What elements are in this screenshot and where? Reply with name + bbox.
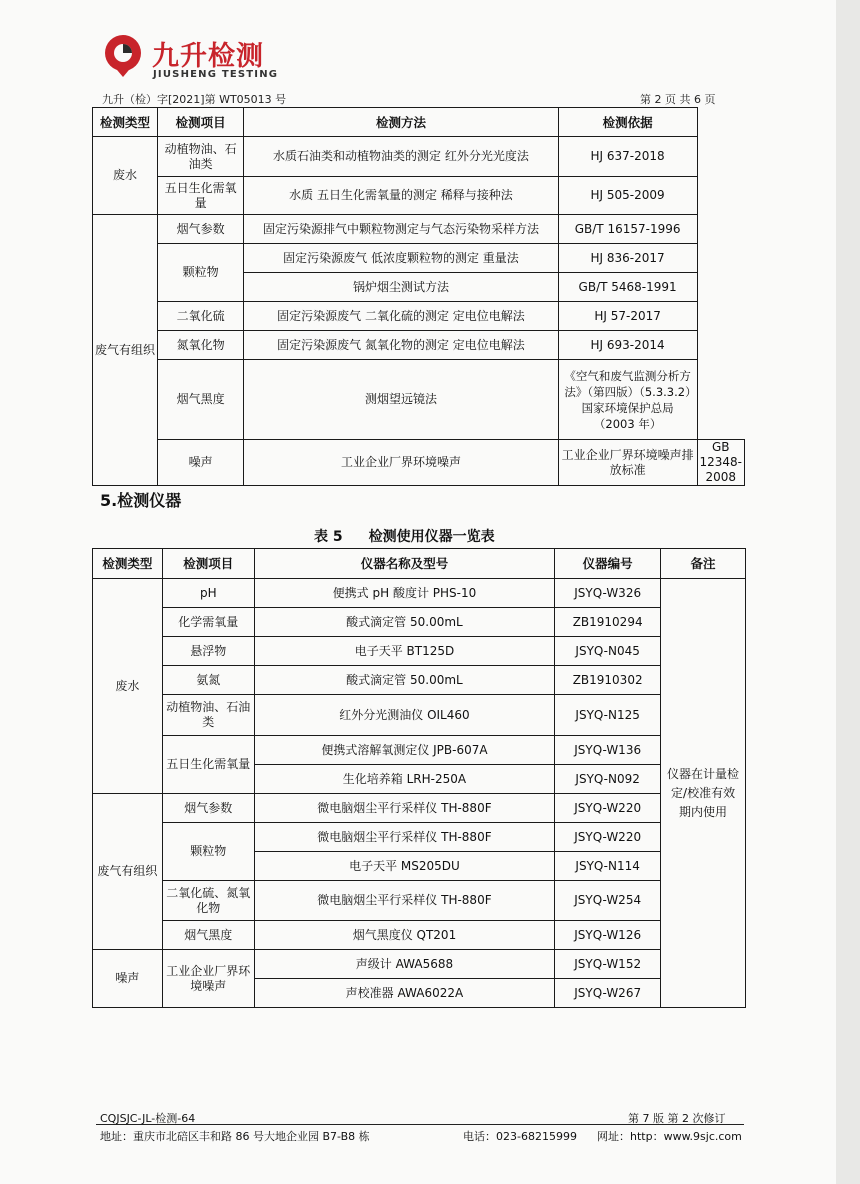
- method-cell: 固定污染源废气 二氧化硫的测定 定电位电解法: [244, 302, 558, 331]
- code-cell: JSYQ-W136: [555, 736, 661, 765]
- item-cell: 烟气参数: [162, 794, 254, 823]
- item-cell: 工业企业厂界环境噪声: [162, 950, 254, 1008]
- item-cell: 五日生化需氧量: [158, 177, 244, 215]
- table-row: [93, 881, 746, 921]
- instrument-cell: 声级计 AWA5688: [254, 950, 554, 979]
- type-cell: 废水: [93, 137, 158, 215]
- table-row: [93, 215, 745, 244]
- table-row: [93, 736, 746, 765]
- method-cell: 固定污染源排气中颗粒物测定与气态污染物采样方法: [244, 215, 558, 244]
- table-row: [93, 950, 746, 979]
- table-row: [93, 666, 746, 695]
- item-cell: 二氧化硫、氮氧化物: [162, 881, 254, 921]
- method-cell: 测烟望远镜法: [244, 360, 558, 440]
- item-cell: 二氧化硫: [158, 302, 244, 331]
- code-cell: JSYQ-W254: [555, 881, 661, 921]
- table-number: 表 5: [314, 529, 343, 545]
- methods-table: [92, 107, 745, 486]
- code-cell: JSYQ-W326: [555, 579, 661, 608]
- code-cell: JSYQ-W267: [555, 979, 661, 1008]
- item-cell: pH: [162, 579, 254, 608]
- footer-divider: [96, 1124, 744, 1125]
- item-cell: 烟气黑度: [162, 921, 254, 950]
- instruments-table: [92, 548, 746, 1008]
- instrument-cell: 酸式滴定管 50.00mL: [254, 666, 554, 695]
- code-cell: ZB1910294: [555, 608, 661, 637]
- instrument-cell: 便携式溶解氧测定仪 JPB-607A: [254, 736, 554, 765]
- item-cell: 动植物油、石油类: [162, 695, 254, 736]
- method-cell: 固定污染源废气 氮氧化物的测定 定电位电解法: [244, 331, 558, 360]
- basis-cell: HJ 693-2014: [558, 331, 697, 360]
- table-header-row: [93, 108, 745, 137]
- item-cell: 烟气参数: [158, 215, 244, 244]
- instrument-cell: 声校准器 AWA6022A: [254, 979, 554, 1008]
- code-cell: JSYQ-W220: [555, 794, 661, 823]
- company-website: 网址：http：www.9sjc.com: [597, 1130, 742, 1143]
- instrument-cell: 电子天平 BT125D: [254, 637, 554, 666]
- table-title: 检测使用仪器一览表: [368, 529, 495, 545]
- col-header-note: 备注: [661, 549, 746, 579]
- code-cell: JSYQ-N114: [555, 852, 661, 881]
- note-cell: 仪器在计量检定/校准有效期内使用: [661, 579, 746, 1008]
- table-header-row: [93, 549, 746, 579]
- basis-cell: HJ 637-2018: [558, 137, 697, 177]
- code-cell: JSYQ-N125: [555, 695, 661, 736]
- code-cell: JSYQ-W152: [555, 950, 661, 979]
- instrument-cell: 微电脑烟尘平行采样仪 TH-880F: [254, 794, 554, 823]
- code-cell: JSYQ-N045: [555, 637, 661, 666]
- section-heading: 5.检测仪器: [100, 491, 182, 510]
- instrument-cell: 烟气黑度仪 QT201: [254, 921, 554, 950]
- table-row: [93, 302, 745, 331]
- table-row: [93, 360, 745, 440]
- table-row: [93, 137, 745, 177]
- col-header-type: 检测类型: [93, 108, 158, 137]
- item-cell: 悬浮物: [162, 637, 254, 666]
- col-header-basis: 检测依据: [558, 108, 697, 137]
- table-row: [93, 440, 745, 486]
- col-header-item: 检测项目: [158, 108, 244, 137]
- table-row: [93, 244, 745, 273]
- item-cell: 工业企业厂界环境噪声: [244, 440, 558, 486]
- instrument-cell: 微电脑烟尘平行采样仪 TH-880F: [254, 881, 554, 921]
- type-cell: 噪声: [93, 950, 163, 1008]
- item-cell: 五日生化需氧量: [162, 736, 254, 794]
- method-cell: 固定污染源废气 低浓度颗粒物的测定 重量法: [244, 244, 558, 273]
- item-cell: 烟气黑度: [158, 360, 244, 440]
- table-row: [93, 794, 746, 823]
- method-cell: 水质 五日生化需氧量的测定 稀释与接种法: [244, 177, 558, 215]
- table-caption: [314, 526, 495, 546]
- basis-cell: GB/T 5468-1991: [558, 273, 697, 302]
- logo-pin-icon: [100, 32, 146, 78]
- method-cell: 锅炉烟尘测试方法: [244, 273, 558, 302]
- table-row: [93, 695, 746, 736]
- item-cell: 颗粒物: [158, 244, 244, 302]
- table-row: [93, 331, 745, 360]
- basis-cell: 《空气和废气监测分析方法》（第四版）（5.3.3.2）国家环境保护总局（2003 年）: [558, 360, 697, 440]
- form-code: CQJSJC-JL-检测-64: [100, 1112, 196, 1125]
- col-header-instrument: 仪器名称及型号: [254, 549, 554, 579]
- page-edge: [836, 0, 860, 1184]
- instrument-cell: 电子天平 MS205DU: [254, 852, 554, 881]
- basis-cell: GB 12348-2008: [697, 440, 745, 486]
- type-cell: 废气有组织: [93, 794, 163, 950]
- type-cell: 噪声: [158, 440, 244, 486]
- instrument-cell: 红外分光测油仪 OIL460: [254, 695, 554, 736]
- instrument-cell: 便携式 pH 酸度计 PHS-10: [254, 579, 554, 608]
- col-header-method: 检测方法: [244, 108, 558, 137]
- code-cell: JSYQ-N092: [555, 765, 661, 794]
- col-header-item: 检测项目: [162, 549, 254, 579]
- instrument-cell: 酸式滴定管 50.00mL: [254, 608, 554, 637]
- col-header-code: 仪器编号: [555, 549, 661, 579]
- table-row: [93, 637, 746, 666]
- table-row: [93, 579, 746, 608]
- basis-cell: HJ 836-2017: [558, 244, 697, 273]
- table-row: [93, 921, 746, 950]
- basis-cell: HJ 505-2009: [558, 177, 697, 215]
- company-phone: 电话：023-68215999: [463, 1130, 577, 1143]
- item-cell: 氮氧化物: [158, 331, 244, 360]
- code-cell: JSYQ-W126: [555, 921, 661, 950]
- item-cell: 化学需氧量: [162, 608, 254, 637]
- method-cell: 工业企业厂界环境噪声排放标准: [558, 440, 697, 486]
- table-row: [93, 823, 746, 852]
- company-address: 地址：重庆市北碚区丰和路 86 号大地企业园 B7-B8 栋: [100, 1130, 370, 1143]
- brand-name-en: JIUSHENG TESTING: [153, 69, 279, 80]
- basis-cell: HJ 57-2017: [558, 302, 697, 331]
- col-header-type: 检测类型: [93, 549, 163, 579]
- item-cell: 氨氮: [162, 666, 254, 695]
- item-cell: 动植物油、石油类: [158, 137, 244, 177]
- code-cell: JSYQ-W220: [555, 823, 661, 852]
- brand-name-cn: 九升检测: [152, 41, 264, 72]
- type-cell: 废气有组织: [93, 215, 158, 486]
- report-number: 九升（检）字[2021]第 WT05013 号: [102, 93, 287, 106]
- page-number: 第 2 页 共 6 页: [640, 93, 716, 106]
- instrument-cell: 微电脑烟尘平行采样仪 TH-880F: [254, 823, 554, 852]
- item-cell: 颗粒物: [162, 823, 254, 881]
- table-row: [93, 177, 745, 215]
- basis-cell: GB/T 16157-1996: [558, 215, 697, 244]
- instrument-cell: 生化培养箱 LRH-250A: [254, 765, 554, 794]
- method-cell: 水质石油类和动植物油类的测定 红外分光光度法: [244, 137, 558, 177]
- revision-info: 第 7 版 第 2 次修订: [628, 1112, 726, 1125]
- code-cell: ZB1910302: [555, 666, 661, 695]
- type-cell: 废水: [93, 579, 163, 794]
- table-row: [93, 608, 746, 637]
